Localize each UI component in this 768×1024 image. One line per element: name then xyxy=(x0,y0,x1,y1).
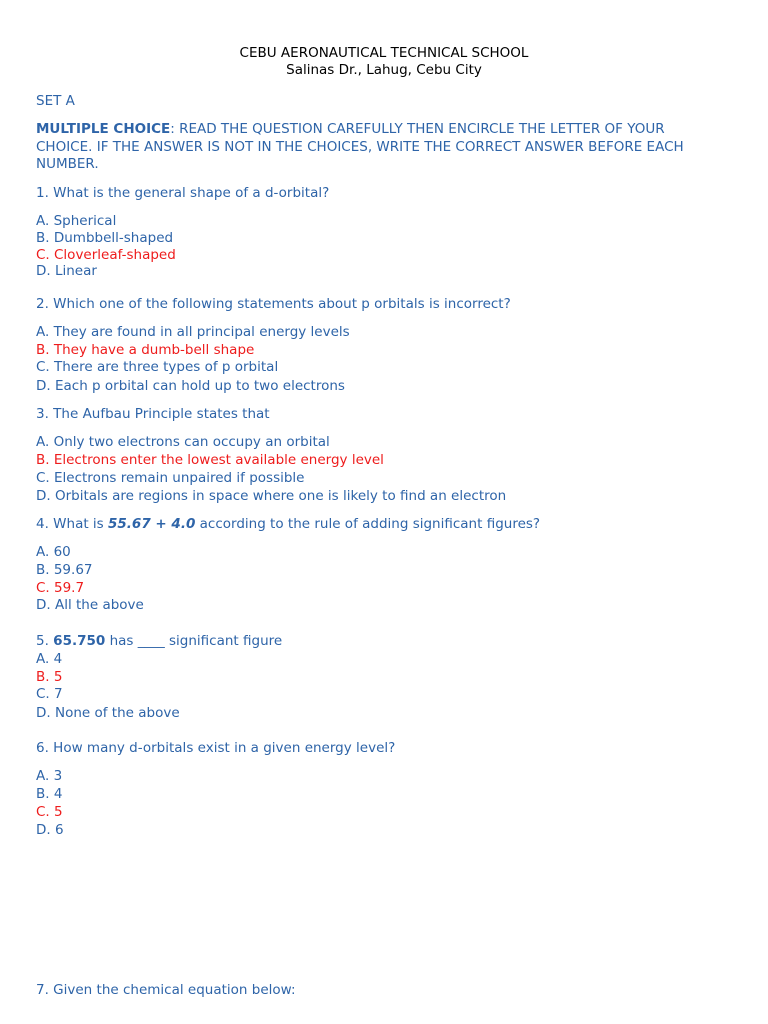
q6-choice-d[interactable]: D. 6 xyxy=(36,822,64,838)
question-4 xyxy=(36,515,540,533)
q5-text-prefix: 5. xyxy=(36,633,54,649)
question-5 xyxy=(36,632,282,650)
q4-choice-b[interactable]: B. 59.67 xyxy=(36,562,93,578)
q3-choice-b-correct[interactable]: B. Electrons enter the lowest available energy level xyxy=(36,452,384,468)
school-address: Salinas Dr., Lahug, Cebu City xyxy=(286,62,482,78)
instructions-text: : READ THE QUESTION CAREFULLY THEN ENCIRCLE THE LETTER OF YOUR CHOICE. IF THE ANSWER IS NOT IN THE CHOICES, WRITE THE CORRECT ANSWER BEFORE EACH NUMBER. xyxy=(36,121,684,172)
question-7: 7. Given the chemical equation below: xyxy=(36,982,296,998)
q4-text-suffix: according to the rule of adding significant figures? xyxy=(195,516,541,532)
q1-choice-d[interactable]: D. Linear xyxy=(36,263,97,279)
q4-choice-c-correct[interactable]: C. 59.7 xyxy=(36,580,85,596)
set-label: SET A xyxy=(36,93,75,109)
q5-number: 65.750 xyxy=(53,633,106,649)
q5-text-suffix: has ____ significant figure xyxy=(105,633,283,649)
q4-choice-a[interactable]: A. 60 xyxy=(36,544,71,560)
question-1: 1. What is the general shape of a d-orbital? xyxy=(36,185,330,201)
q4-expression: 55.67 + 4.0 xyxy=(108,516,196,532)
instructions xyxy=(36,121,716,174)
q5-choice-a[interactable]: A. 4 xyxy=(36,651,63,667)
q3-choice-c[interactable]: C. Electrons remain unpaired if possible xyxy=(36,470,305,486)
question-6: 6. How many d-orbitals exist in a given energy level? xyxy=(36,740,396,756)
q5-choice-c[interactable]: C. 7 xyxy=(36,686,63,702)
q4-choice-d[interactable]: D. All the above xyxy=(36,597,144,613)
q2-choice-a[interactable]: A. They are found in all principal energy levels xyxy=(36,324,350,340)
q4-text-prefix: 4. What is xyxy=(36,516,109,532)
q3-choice-a[interactable]: A. Only two electrons can occupy an orbital xyxy=(36,434,330,450)
q5-choice-d[interactable]: D. None of the above xyxy=(36,705,180,721)
q3-choice-d[interactable]: D. Orbitals are regions in space where one is likely to find an electron xyxy=(36,488,507,504)
q1-choice-b[interactable]: B. Dumbbell-shaped xyxy=(36,230,174,246)
school-name: CEBU AERONAUTICAL TECHNICAL SCHOOL xyxy=(239,45,529,61)
instructions-title: MULTIPLE CHOICE xyxy=(36,121,171,137)
q1-choice-a[interactable]: A. Spherical xyxy=(36,213,117,229)
q5-choice-b-correct[interactable]: B. 5 xyxy=(36,669,63,685)
q6-choice-a[interactable]: A. 3 xyxy=(36,768,63,784)
q2-choice-b-correct[interactable]: B. They have a dumb-bell shape xyxy=(36,342,255,358)
question-2: 2. Which one of the following statements about p orbitals is incorrect? xyxy=(36,296,511,312)
q2-choice-c[interactable]: C. There are three types of p orbital xyxy=(36,359,279,375)
q2-choice-d[interactable]: D. Each p orbital can hold up to two electrons xyxy=(36,378,345,394)
q1-choice-c-correct[interactable]: C. Cloverleaf-shaped xyxy=(36,247,176,263)
q6-choice-c-correct[interactable]: C. 5 xyxy=(36,804,63,820)
question-3: 3. The Aufbau Principle states that xyxy=(36,406,270,422)
q6-choice-b[interactable]: B. 4 xyxy=(36,786,63,802)
